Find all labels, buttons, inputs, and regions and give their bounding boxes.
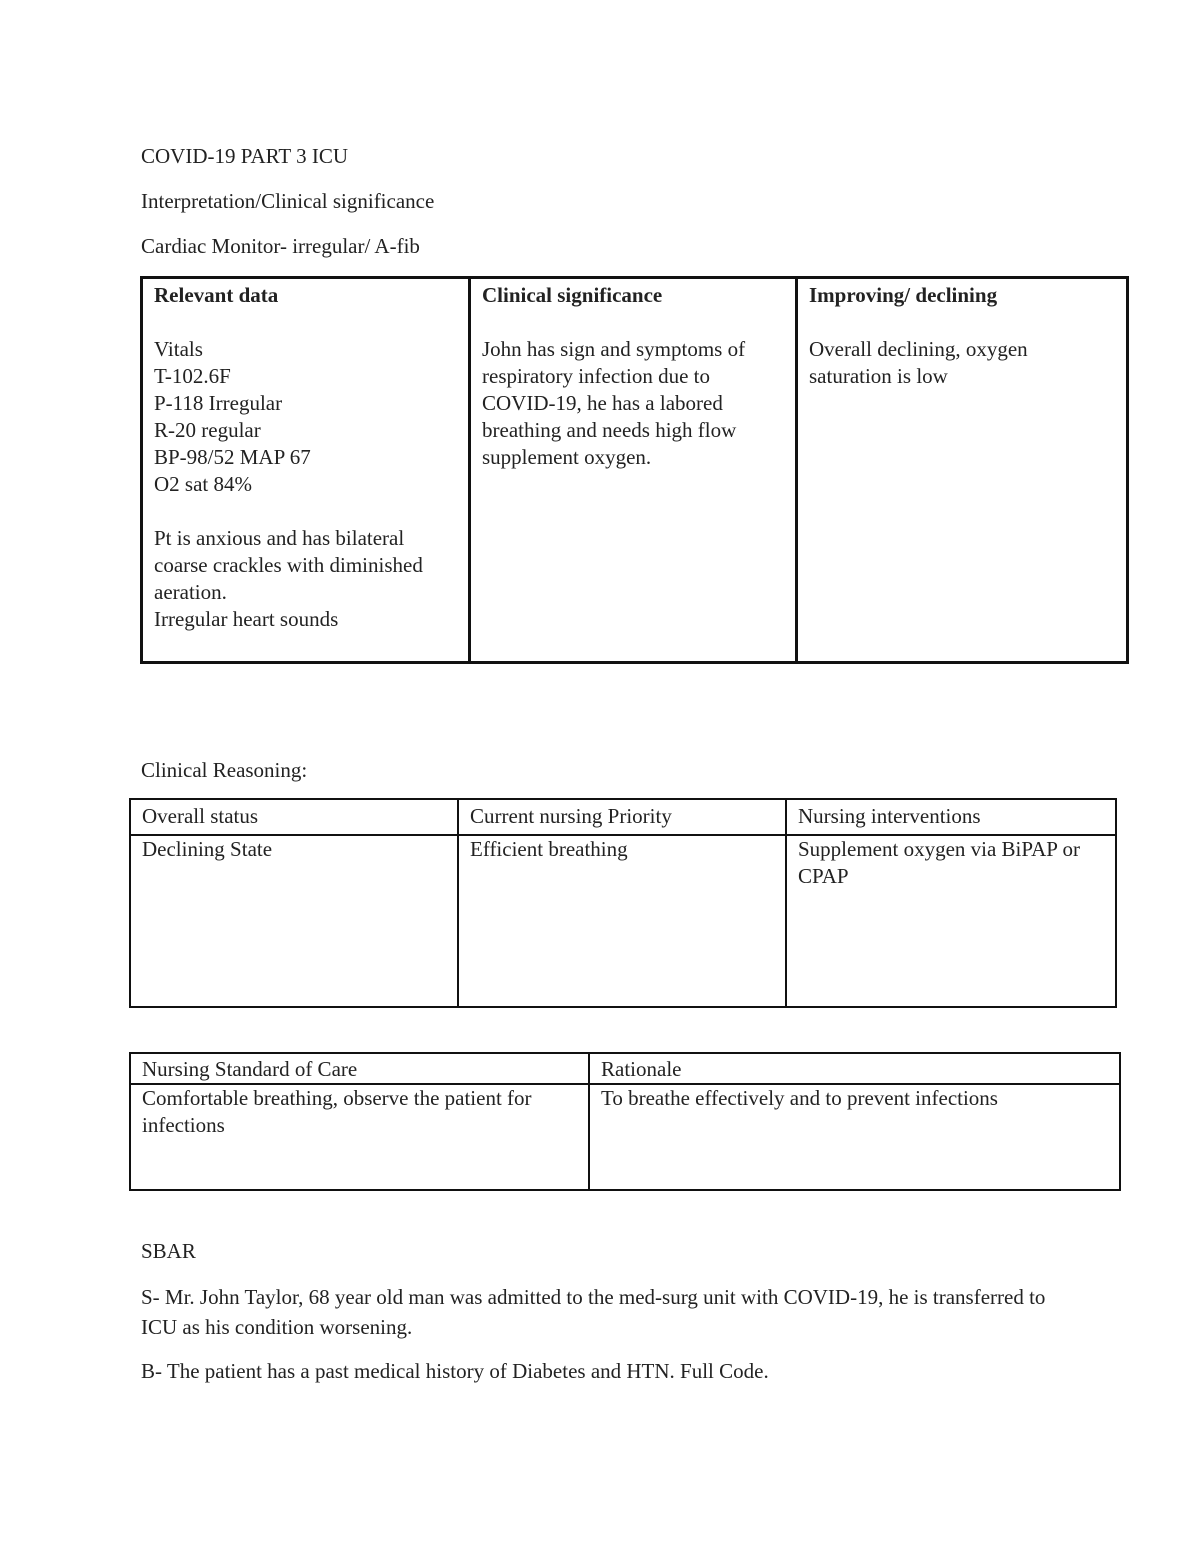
vital-pulse: P-118 Irregular [154, 391, 283, 415]
clinical-significance-cell [470, 278, 797, 663]
assessment-line: coarse crackles with diminished [154, 553, 423, 577]
section-subtitle: Interpretation/Clinical significance [141, 189, 435, 213]
trend-line: saturation is low [809, 364, 948, 388]
overall-status-header: Overall status [130, 799, 458, 835]
vital-temperature: T-102.6F [154, 364, 231, 388]
nursing-interventions-header: Nursing interventions [786, 799, 1116, 835]
assessment-line: Pt is anxious and has bilateral [154, 526, 405, 550]
sbar-background: B- The patient has a past medical history of Diabetes and HTN. Full Code. [141, 1359, 769, 1383]
standard-of-care-header: Nursing Standard of Care [130, 1053, 589, 1084]
vital-o2-sat: O2 sat 84% [154, 472, 252, 496]
vital-respiration: R-20 regular [154, 418, 261, 442]
trend-line: Overall declining, oxygen [809, 337, 1028, 361]
nursing-interventions-value: Supplement oxygen via BiPAP or CPAP [786, 835, 1116, 1007]
vitals-title: Vitals [154, 337, 203, 361]
significance-line: John has sign and symptoms of [482, 337, 746, 361]
rationale-header: Rationale [589, 1053, 1120, 1084]
vital-blood-pressure: BP-98/52 MAP 67 [154, 445, 311, 469]
overall-status-value: Declining State [130, 835, 458, 1007]
relevant-data-cell [142, 278, 470, 663]
significance-line: breathing and needs high flow [482, 418, 737, 442]
clinical-reasoning-label: Clinical Reasoning: [141, 758, 308, 782]
significance-line: respiratory infection due to [482, 364, 711, 388]
assessment-line: aeration. [154, 580, 227, 604]
nursing-priority-value: Efficient breathing [458, 835, 786, 1007]
document-title: COVID-19 PART 3 ICU [141, 144, 349, 168]
standard-of-care-table [129, 1052, 1121, 1191]
assessment-line: Irregular heart sounds [154, 607, 339, 631]
nursing-priority-header: Current nursing Priority [458, 799, 786, 835]
standard-of-care-value: Comfortable breathing, observe the patient for infections [130, 1084, 589, 1190]
relevant-data-header: Relevant data [154, 283, 279, 307]
relevant-data-table [140, 276, 1129, 664]
sbar-title: SBAR [141, 1239, 196, 1263]
rationale-value: To breathe effectively and to prevent infections [589, 1084, 1120, 1190]
sbar-situation: S- Mr. John Taylor, 68 year old man was admitted to the med-surg unit with COVID-19, he is transferred to ICU as his condition worsening. [141, 1285, 1046, 1339]
clinical-reasoning-table [129, 798, 1117, 1008]
improving-declining-header: Improving/ declining [809, 283, 998, 307]
clinical-significance-header: Clinical significance [482, 283, 663, 307]
improving-declining-cell [797, 278, 1128, 663]
significance-line: supplement oxygen. [482, 445, 652, 469]
significance-line: COVID-19, he has a labored [482, 391, 723, 415]
cardiac-monitor-note: Cardiac Monitor- irregular/ A-fib [141, 234, 420, 258]
